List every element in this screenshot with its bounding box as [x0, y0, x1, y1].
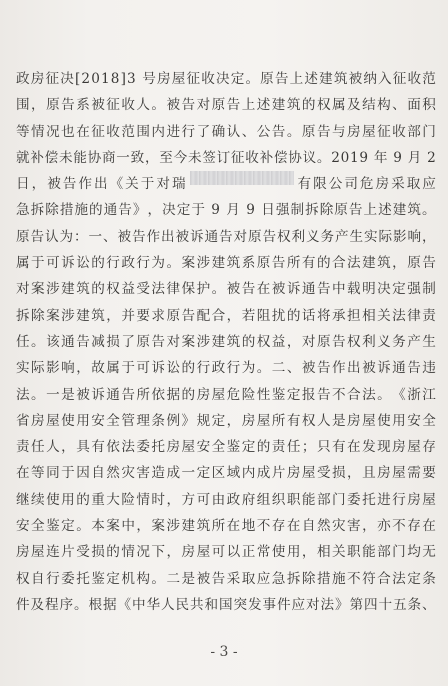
text-line: 安 全 鉴 定 。 本 案 中 ， 案 涉 建 筑 所 在 地 不 存 在 自 然 灾 害 ， 亦 不 存 在: [16, 518, 436, 535]
text-line: 责 任 人 ， 具 有 依 法 委 托 房 屋 安 全 鉴 定 的 责 任 ； 只 有 在 发 现 房 屋 存: [16, 439, 436, 456]
text-line: 权 自 行 委 托 鉴 定 机 构 。 二 是 被 告 采 取 应 急 拆 除 措 施 不 符 合 法 定 条: [16, 570, 436, 587]
redacted-area: [190, 171, 294, 185]
text-line: 对 案 涉 建 筑 的 权 益 受 法 律 保 护 。 被 告 在 被 诉 通 告 中 载 明 决 定 强 制: [16, 281, 436, 298]
page-number: - 3 -: [210, 644, 238, 660]
text-line: 在 等 同 于 因 自 然 灾 害 造 成 一 定 区 域 内 成 片 房 屋 受 损 ， 且 房 屋 需 要: [16, 465, 436, 482]
text-line: 件 及 程 序 。 根 据 《 中 华 人 民 共 和 国 突 发 事 件 应 对 法 》 第 四 十 五 条 、: [16, 596, 436, 613]
text-line: 围 ， 原 告 系 被 征 收 人 。 被 告 对 原 告 上 述 建 筑 的 权 属 及 结 构 、 面 积: [16, 97, 436, 114]
text-line: 政 房 征 决 [ 2 0 1 8 ] 3 号 房 屋 征 收 决 定 。 原 告 上 述 建 筑 被 纳 入 征 收 范: [16, 71, 436, 87]
text-line: 继 续 使 用 的 重 大 险 情 时 ， 方 可 由 政 府 组 织 职 能 部 门 委 托 进 行 房 屋: [16, 491, 436, 508]
body-text: [16, 66, 436, 618]
text-line: 属 于 可 诉 讼 的 行 政 行 为 。 案 涉 建 筑 系 原 告 所 有 的 合 法 建 筑 ， 原 告: [16, 255, 436, 272]
text-line: 日 ， 被 告 作 出 《 关 于 对 瑞 有 限 公 司 危 房 采 取 应: [16, 171, 436, 197]
text-line: 就 补 偿 未 能 协 商 一 致 ， 至 今 未 签 订 征 收 补 偿 协 议 。 2 0 1 9 年 9 月 2: [16, 149, 436, 166]
text-line: 任 。 该 通 告 减 损 了 原 告 对 案 涉 建 筑 的 权 益 ， 对 原 告 权 利 义 务 产 生: [16, 333, 436, 350]
text-line: 法 。 一 是 被 诉 通 告 所 依 据 的 房 屋 危 险 性 鉴 定 报 告 不 合 法 。 《 浙 江: [16, 386, 436, 403]
text-line: 等 情 况 也 在 征 收 范 围 内 进 行 了 确 认 、 公 告 。 原 告 与 房 屋 征 收 部 门: [16, 123, 436, 140]
text-line: 原 告 认 为 ： 一 、 被 告 作 出 被 诉 通 告 对 原 告 权 利 义 务 产 生 实 际 影 响 ，: [16, 228, 436, 245]
text-line: 拆 除 案 涉 建 筑 ， 并 要 求 原 告 配 合 ， 若 阻 扰 的 话 将 承 担 相 关 法 律 责: [16, 307, 436, 324]
text-line: 实 际 影 响 ， 故 属 于 可 诉 讼 的 行 政 行 为 。 二 、 被 告 作 出 被 诉 通 告 违: [16, 360, 436, 377]
text-line: 省 房 屋 使 用 安 全 管 理 条 例 》 规 定 ， 房 屋 所 有 权 人 是 房 屋 使 用 安 全: [16, 412, 436, 429]
text-line: 急 拆 除 措 施 的 通 告 》 ， 决 定 于 9 月 9 日 强 制 拆 除 原 告 上 述 建 筑 。: [16, 202, 436, 219]
text-line: 房 屋 连 片 受 损 的 情 况 下 ， 房 屋 可 以 正 常 使 用 ， 相 关 职 能 部 门 均 无: [16, 544, 436, 561]
